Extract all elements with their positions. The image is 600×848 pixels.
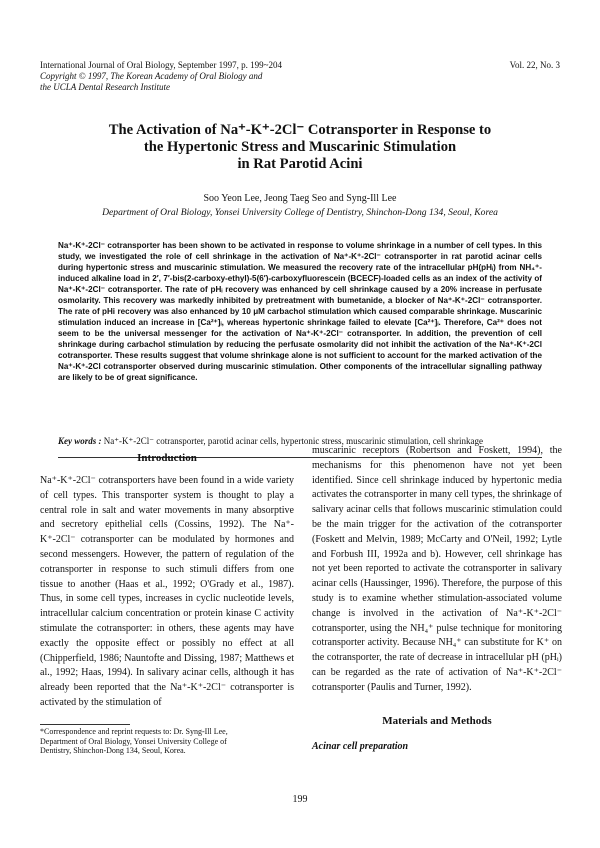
intro-right-column: muscarinic receptors (Robertson and Foskett, 1994), the mechanisms for this phenomenon have not yet been identified. Since cell shrinkage induced by hypertonic media activates the cotransporter in many cell types, the shrinkage of salivary acinar cells that follows muscarinic stimulation could be the main trigger for the activation of the cotransporter (Foskett and Melvin, 1989; McCarty and O'Neil, 1992; Lytle and Forbush III, 1992a and b). However, cell shrinkage has not yet been reported to activate the cotransporter in salivary acinar cells (Haussinger, 1996). Therefore, the purpose of this study is to examine whether stimulation-associated volume change is involved in the activation of Na⁺-K⁺-2Cl⁻ cotransporter, using the NH₄⁺ pulse technique for monitoring cotransporter activity. Because NH₄⁺ can substitute for K⁺ on the cotransporter, the rate of decrease in intracellular pH (pHᵢ) can be regarded as the rate of activation of Na⁺-K⁺-2Cl⁻ cotransporter (Paulis and Turner, 1992).	[312, 445, 562, 693]
methods-heading: Materials and Methods	[382, 715, 492, 727]
correspondence-footnote: *Correspondence and reprint requests to: Dr. Syng-Ill Lee, Department of Oral Biology, Yonsei University College of Dentistry, Shinchon-Dong 134, Seoul, Korea.	[40, 727, 228, 755]
journal-header	[40, 60, 282, 93]
affiliation: Department of Oral Biology, Yonsei University College of Dentistry, Shinchon-Dong 134, Seoul, Korea	[102, 207, 498, 218]
institute-line: the UCLA Dental Research Institute	[40, 82, 170, 92]
volume-issue: Vol. 22, No. 3	[509, 60, 560, 70]
author-list: Soo Yeon Lee, Jeong Taeg Seo and Syng-Ill Lee	[203, 193, 397, 204]
copyright-line: Copyright © 1997, The Korean Academy of Oral Biology and	[40, 71, 263, 81]
page-number: 199	[292, 794, 308, 805]
methods-subheading: Acinar cell preparation	[312, 741, 409, 752]
abstract: Na⁺-K⁺-2Cl⁻ cotransporter has been shown to be activated in response to volume shrinkage in a number of cell types. In this study, we investigated the role of cell shrinkage in the activation of Na⁺-K⁺-2Cl⁻ cotransporter in rat parotid acinar cells during hypertonic stress and muscarinic stimulation. We measured the recovery rate of the intracellular pH(pHᵢ) from NH₄⁺-induced alkaline load in 2′, 7′-bis(2-carboxy-ethyl)-5(6′)-carboxyfluorescein (BCECF)-loaded cells as an index of the activity of Na⁺-K⁺-2Cl⁻ cotransporter. The rate of pHᵢ recovery was enhanced by cell shrinkage caused by a 20% increase in perfusate osmolarity. This recovery was markedly inhibited by pretreatment with bumetanide, a blocker of Na⁺-K⁺-2Cl⁻ cotransporter. The rate of pHi recovery was also enhanced by 10 μM carbachol stimulation which caused comparable shrinkage. Muscarinic stimulation induced an increase in [Ca²⁺]ᵢ, whereas hypertonic shrinkage failed to elevate [Ca²⁺]ᵢ. Therefore, Ca²⁺ does not seem to be the universal messenger for the activation of Na⁺-K⁺-2Cl⁻ cotransporter. In addition, the prevention of cell shrinkage during carbachol stimulation by reducing the perfusate osmolarity did not inhibit the activation of the Na⁺-K⁺-2Cl cotransporter. These results suggest that volume shrinkage alone is not sufficient to account for the marked activation of the Na⁺-K⁺-2Cl cotransporter observed during muscarinic stimulation. Other components of the intracellular signalling pathway are likely to be of great significance.	[58, 241, 542, 382]
journal-citation: International Journal of Oral Biology, September 1997, p. 199~204	[40, 60, 282, 70]
footnote-divider	[40, 724, 130, 725]
introduction-heading: Introduction	[137, 452, 197, 464]
article-title: The Activation of Na⁺-K⁺-2Cl⁻ Cotransporter in Response to the Hypertonic Stress and Muscarinic Stimulation in Rat Parotid Acini	[108, 122, 492, 172]
keywords-label: Key words :	[58, 436, 102, 446]
keywords-text: Na⁺-K⁺-2Cl⁻ cotransporter, parotid acinar cells, hypertonic stress, muscarinic stimulation, cell shrinkage	[103, 436, 484, 446]
intro-left-column: Na⁺-K⁺-2Cl⁻ cotransporters have been found in a wide variety of cell types. This transporter system is thought to play a central role in salt and water movements in many absorptive and secretory epithelial cells (Cossins, 1992). The Na⁺-K⁺-2Cl⁻ cotransporter can be modulated by hormones and second messengers. However, the pattern of regulation of the cotransporter in response to such stimuli differs from one tissue to another (Haas et al., 1992; O'Grady et al., 1987). Thus, in some cell types, increases in cyclic nucleotide levels, intracellular calcium concentration or protein kinase C activity stimulate the cotransporter: in others, these agents may have exactly the opposite effect or possibly no effect at all (Chipperfield, 1986; Nauntofte and Dissing, 1987; Matthews et al., 1992; Haas, 1994). In salivary acinar cells, although it has already been reported that the Na⁺-K⁺-2Cl⁻ cotransporter is activated by the stimulation of	[40, 475, 294, 708]
